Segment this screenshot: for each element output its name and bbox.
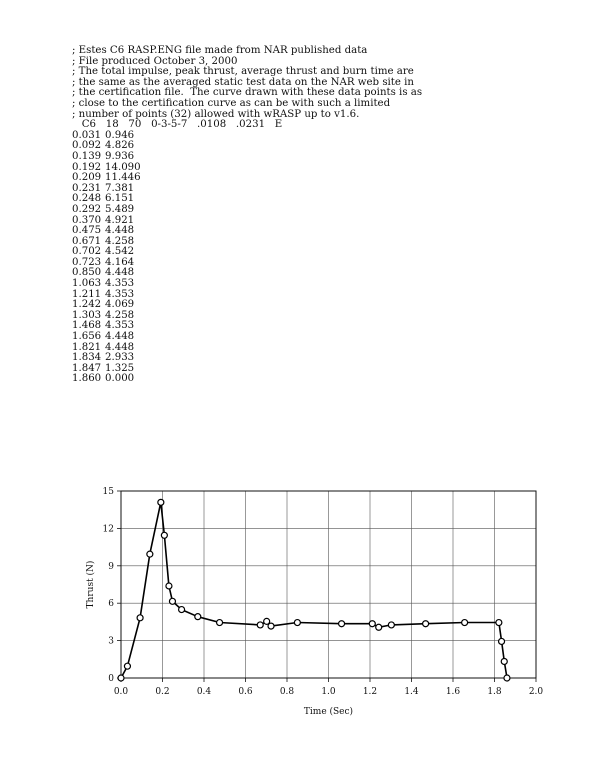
y-tick-label: 15 (102, 487, 114, 497)
time-value: 1.468 (72, 320, 102, 332)
time-value: 0.671 (72, 235, 102, 247)
thrust-value: 2.933 (105, 352, 135, 364)
y-tick-label: 6 (108, 599, 114, 610)
data-point (496, 620, 502, 626)
y-tick-label: 3 (108, 636, 114, 647)
data-point (158, 499, 164, 505)
time-value: 0.248 (72, 193, 102, 205)
thrust-value: 4.826 (105, 140, 135, 152)
time-value: 1.063 (72, 278, 102, 290)
x-tick-label: 0.6 (238, 687, 253, 697)
data-point (423, 621, 429, 627)
thrust-value: 6.151 (105, 193, 135, 205)
motor-spec-line: C6 18 70 0-3-5-7 .0108 .0231 E (72, 119, 283, 131)
data-point (166, 583, 172, 589)
data-point (499, 638, 505, 644)
time-value: 1.303 (72, 309, 102, 321)
thrust-value: 4.921 (105, 214, 135, 226)
thrust-value: 4.448 (105, 331, 135, 343)
comment-line: ; the certification file. The curve drawn with these data points is as (72, 87, 423, 99)
time-value: 0.031 (72, 129, 102, 141)
x-axis-label: Time (Sec) (303, 707, 354, 717)
data-point (118, 675, 124, 681)
thrust-value: 4.448 (105, 267, 135, 279)
time-value: 0.139 (72, 150, 102, 162)
thrust-value: 4.069 (105, 299, 135, 311)
data-point (124, 663, 130, 669)
time-value: 0.231 (72, 182, 102, 194)
x-tick-label: 0.8 (279, 687, 295, 697)
time-value: 1.656 (72, 331, 102, 343)
thrust-value: 0.946 (105, 129, 135, 141)
thrust-value: 4.258 (105, 235, 135, 247)
x-tick-label: 0.4 (196, 687, 212, 697)
thrust-value: 4.353 (105, 288, 135, 300)
data-point (195, 614, 201, 620)
data-point (376, 624, 382, 630)
thrust-value: 4.542 (105, 246, 135, 258)
thrust-value: 4.353 (105, 320, 135, 332)
time-value: 1.821 (72, 341, 102, 353)
data-point (504, 675, 510, 681)
thrust-value: 14.090 (105, 161, 141, 173)
x-tick-label: 1.8 (487, 687, 502, 697)
x-tick-label: 1.4 (404, 687, 419, 697)
data-point (257, 622, 263, 628)
data-point (462, 620, 468, 626)
time-value: 0.370 (72, 214, 102, 226)
time-value: 1.847 (72, 362, 102, 374)
comment-line: ; the same as the averaged static test data on the NAR web site in (72, 76, 414, 88)
thrust-value: 4.448 (105, 225, 135, 237)
data-point (369, 621, 375, 627)
y-tick-label: 12 (102, 524, 114, 535)
thrust-value: 9.936 (105, 150, 135, 162)
time-value: 0.702 (72, 246, 102, 258)
x-tick-label: 0.0 (113, 687, 129, 697)
data-point (161, 532, 167, 538)
time-value: 1.834 (72, 352, 102, 364)
thrust-value: 4.164 (105, 256, 135, 268)
x-tick-label: 1.0 (321, 687, 336, 697)
comment-line: ; File produced October 3, 2000 (72, 55, 238, 67)
time-value: 1.860 (72, 373, 102, 385)
x-tick-label: 1.2 (362, 687, 378, 697)
data-point (169, 598, 175, 604)
data-point (147, 551, 153, 557)
comment-line: ; Estes C6 RASP.ENG file made from NAR published data (72, 45, 368, 56)
time-value: 0.209 (72, 172, 102, 184)
thrust-value: 0.000 (105, 373, 135, 385)
data-point (179, 607, 185, 613)
x-tick-label: 1.6 (445, 687, 461, 697)
thrust-value: 5.489 (105, 203, 135, 215)
y-tick-label: 9 (108, 561, 114, 572)
data-point (501, 658, 507, 664)
comment-line: ; The total impulse, peak thrust, average thrust and burn time are (72, 66, 414, 78)
time-value: 0.092 (72, 140, 102, 152)
thrust-value: 1.325 (105, 362, 135, 374)
x-tick-label: 0.2 (155, 687, 170, 697)
data-point (388, 622, 394, 628)
time-value: 1.211 (72, 288, 102, 300)
comment-line: ; number of points (32) allowed with wRASP up to v1.6. (72, 108, 360, 120)
thrust-value: 4.448 (105, 341, 135, 353)
thrust-value: 4.353 (105, 278, 135, 290)
data-point (294, 620, 300, 626)
time-value: 1.242 (72, 299, 102, 311)
thrust-value: 4.258 (105, 309, 135, 321)
data-point (339, 621, 345, 627)
thrust-value: 7.381 (105, 182, 135, 194)
y-axis-label: Thrust (N) (86, 560, 96, 609)
comment-line: ; close to the certification curve as can be with such a limited (72, 97, 391, 109)
x-tick-label: 2.0 (528, 687, 544, 697)
data-point (217, 620, 223, 626)
time-value: 0.292 (72, 203, 102, 215)
data-point (268, 623, 274, 629)
thrust-value: 11.446 (105, 172, 141, 184)
time-value: 0.475 (72, 225, 102, 237)
data-point (137, 615, 143, 621)
y-tick-label: 0 (108, 674, 114, 684)
time-value: 0.192 (72, 161, 102, 173)
time-value: 0.850 (72, 267, 102, 279)
time-value: 0.723 (72, 256, 102, 268)
